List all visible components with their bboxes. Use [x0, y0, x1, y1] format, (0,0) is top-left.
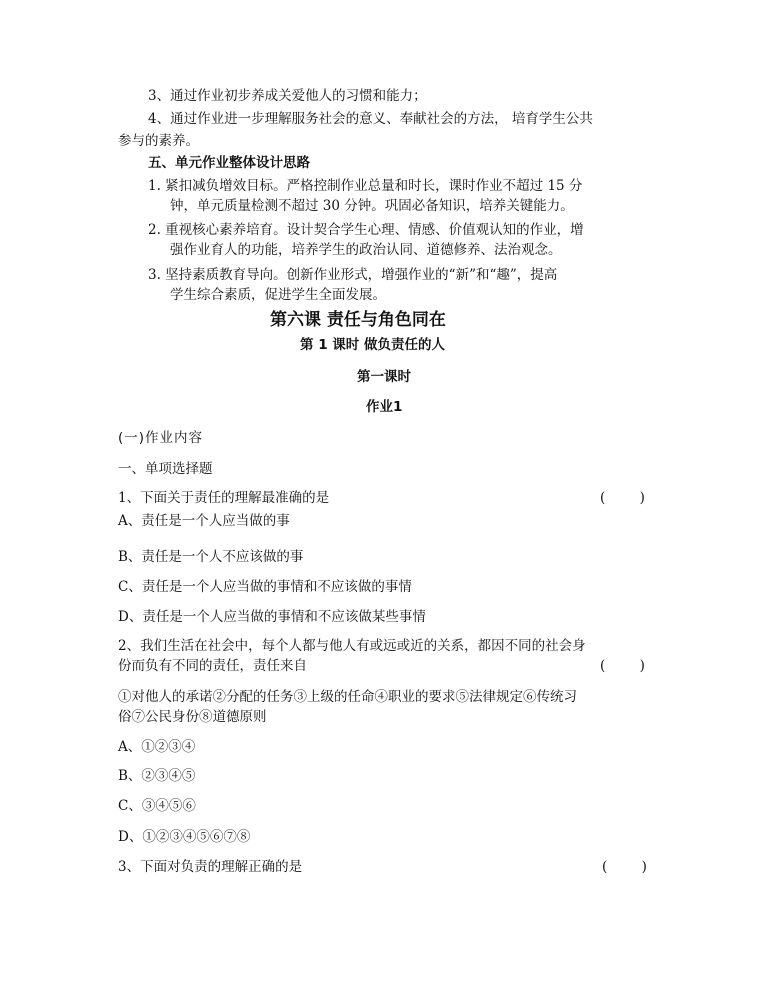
- design-item-3-line2: 学生综合素质，促进学生全面发展。: [170, 287, 386, 303]
- question-3-answer-bracket[interactable]: ( ): [602, 859, 647, 875]
- question-2-stem-line1: 2、我们生活在社会中，每个人都与他人有或远或近的关系，都因不同的社会身: [118, 638, 586, 654]
- question-1-answer-bracket[interactable]: ( ): [600, 490, 645, 506]
- period-title: 第一课时: [357, 369, 411, 385]
- goal-item-4-line1: 4、通过作业进一步理解服务社会的意义、奉献社会的方法， 培育学生公共: [148, 111, 593, 127]
- question-2-sources-line2: 俗⑦公民身份⑧道德原则: [118, 709, 267, 725]
- question-2-answer-bracket[interactable]: ( ): [600, 658, 645, 674]
- design-item-1-line2: 钟，单元质量检测不超过 30 分钟。巩固必备知识，培养关键能力。: [170, 198, 574, 214]
- question-2-option-c[interactable]: C、③④⑤⑥: [118, 798, 196, 814]
- section-heading-single-choice: 一、单项选择题: [118, 461, 213, 477]
- question-2-option-a[interactable]: A、①②③④: [118, 739, 196, 755]
- question-3-stem: 3、下面对负责的理解正确的是: [118, 859, 303, 875]
- design-item-3-line1: 3. 坚持素质教育导向。创新作业形式，增强作业的“新”和“趣”，提高: [148, 267, 558, 283]
- question-1-option-c[interactable]: C、责任是一个人应当做的事情和不应该做的事情: [118, 579, 412, 595]
- design-item-1-line1: 1. 紧扣减负增效目标。严格控制作业总量和时长，课时作业不超过 15 分: [148, 178, 583, 194]
- question-1-option-a[interactable]: A、责任是一个人应当做的事: [118, 513, 290, 529]
- question-2-option-d[interactable]: D、①②③④⑤⑥⑦⑧: [118, 829, 251, 845]
- goal-item-4-line2: 参与的素养。: [118, 133, 199, 149]
- design-item-2-line1: 2. 重视核心素养培育。设计契合学生心理、情感、价值观认知的作业，增: [148, 222, 584, 238]
- question-1-stem: 1、下面关于责任的理解最准确的是: [118, 490, 330, 506]
- section-5-heading: 五、单元作业整体设计思路: [148, 155, 310, 171]
- lesson-title: 第六课 责任与角色同在: [270, 310, 446, 330]
- question-1-option-d[interactable]: D、责任是一个人应当做的事情和不应该做某些事情: [118, 609, 426, 625]
- question-1-option-b[interactable]: B、责任是一个人不应该做的事: [118, 549, 304, 565]
- question-2-option-b[interactable]: B、②③④⑤: [118, 768, 196, 784]
- design-item-2-line2: 强作业育人的功能，培养学生的政治认同、道德修养、法治观念。: [170, 242, 562, 258]
- homework-title: 作业1: [366, 399, 403, 415]
- goal-item-3: 3、通过作业初步养成关爱他人的习惯和能力；: [148, 88, 427, 104]
- lesson-subtitle: 第 1 课时 做负责任的人: [300, 337, 445, 353]
- content-heading: (一)作业内容: [118, 430, 204, 446]
- question-2-sources-line1: ①对他人的承诺②分配的任务③上级的任命④职业的要求⑤法律规定⑥传统习: [118, 689, 577, 705]
- question-2-stem-line2: 份而负有不同的责任，责任来自: [118, 658, 307, 674]
